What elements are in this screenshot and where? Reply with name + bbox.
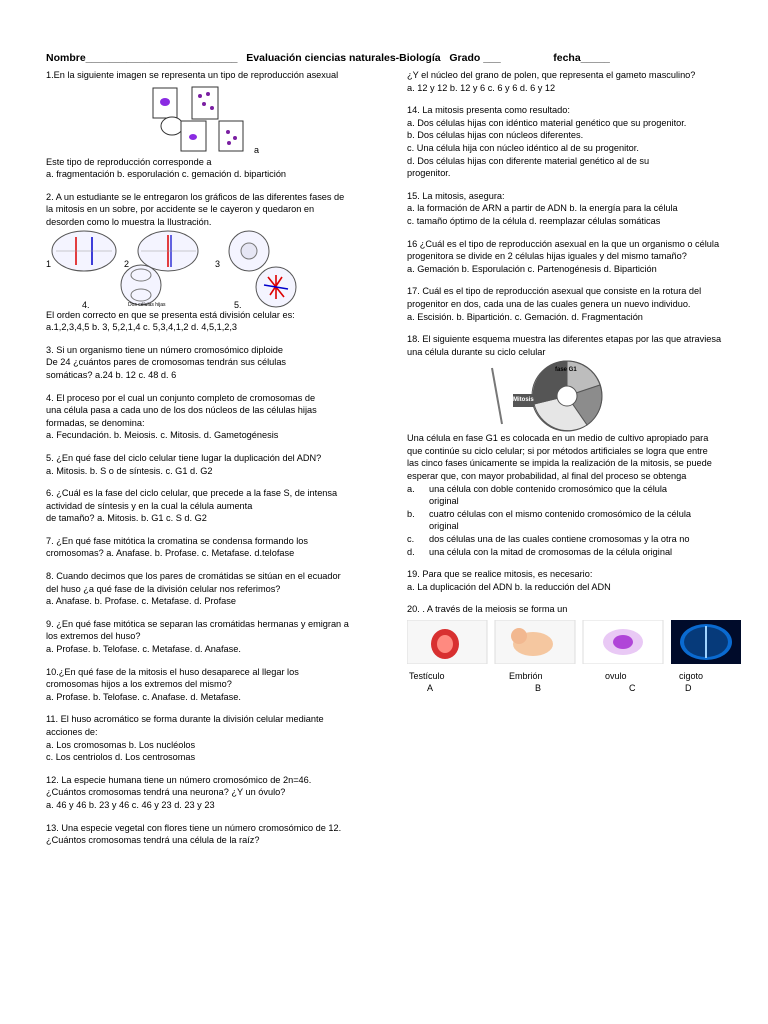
question-4	[46, 392, 356, 442]
question-15-options-cd: c. tamaño óptimo de la célula d. reemplazar células somáticas	[407, 215, 661, 226]
question-20	[407, 603, 737, 692]
question-10	[46, 666, 356, 704]
option-name-cigoto: cigoto	[679, 671, 704, 681]
option-name-embrion: Embrión	[509, 671, 543, 681]
question-14-option-d: d. Dos células hijas con diferente material genético al de su progenitor.	[407, 155, 650, 179]
question-3-options: somáticas? a.24 b. 12 c. 48 d. 6	[46, 369, 177, 380]
question-1	[46, 69, 356, 181]
question-16-text: 16 ¿Cuál es el tipo de reproducción asexual en la que un organismo o célula progenitora se divide en 2 células hijas iguales y del mismo tamaño?	[407, 238, 720, 262]
question-12-options: a. 46 y 46 b. 23 y 46 c. 46 y 23 d. 23 y 23	[46, 799, 215, 810]
question-9-options: a. Profase. b. Telofase. c. Metafase. d. Anafase.	[46, 644, 241, 655]
question-5	[46, 452, 356, 477]
question-15-text: 15. La mitosis, asegura:	[407, 190, 505, 201]
question-2-options: a.1,2,3,4,5 b. 3, 5,2,1,4 c. 5,3,4,1,2 d. 4,5,1,2,3	[46, 322, 238, 333]
mitosis-cells-illustration	[46, 229, 306, 309]
question-19	[407, 568, 737, 593]
question-9	[46, 618, 356, 656]
meiosis-images	[407, 620, 742, 664]
question-14-option-a: a. Dos células hijas con idéntico material genético que su progenitor.	[407, 117, 687, 128]
question-7-text: 7. ¿En qué fase mitótica la cromatina se condensa formando los	[46, 535, 308, 546]
question-6-text: 6. ¿Cuál es la fase del ciclo celular, que precede a la fase S, de intensa actividad de síntesis y en la cual la célula aumenta	[46, 488, 338, 511]
option-name-ovulo: ovulo	[605, 671, 627, 681]
figure-label-a: a	[254, 144, 260, 155]
question-14	[407, 104, 737, 180]
question-2-stem: El orden correcto en que se presenta está división celular es:	[46, 309, 295, 320]
budding-figure	[46, 82, 356, 156]
question-18-text: 18. El siguiente esquema muestra las diferentes etapas por las que atraviesa una célula durante su ciclo celular	[407, 334, 722, 357]
question-3-line2: De 24 ¿cuántos pares de cromosomas tendrán sus células	[46, 357, 287, 368]
question-2	[46, 191, 356, 334]
grado-field: Grado ___	[449, 52, 501, 64]
question-7	[46, 535, 356, 560]
option-name-testiculo: Testículo	[409, 671, 445, 681]
question-19-options: a. La duplicación del ADN b. la reducción del ADN	[407, 581, 611, 592]
question-19-text: 19. Para que se realice mitosis, es necesario:	[407, 569, 593, 580]
option-letter: c.	[407, 534, 415, 545]
option-letter-b: B	[535, 683, 542, 693]
question-8-text: 8. Cuando decimos que los pares de cromátidas se sitúan en el ecuador del huso ¿a qué fase de la división celular nos referimos?	[46, 571, 341, 594]
wheel-label-g1: fase G1	[555, 367, 577, 374]
question-18-option-d	[407, 546, 737, 559]
question-17-options: a. Escisión. b. Bipartición. c. Gemación. d. Fragmentación	[407, 311, 643, 322]
question-14-option-c: c. Una célula hija con núcleo idéntico al de su progenitor.	[407, 142, 639, 153]
option-letter: a.	[407, 483, 415, 494]
question-13b-text: ¿Y el núcleo del grano de polen, que representa el gameto masculino?	[407, 70, 696, 80]
question-2-text: 2. A un estudiante se le entregaron los gráficos de las diferentes fases de la mitosis en un sobre, por accidente se le cayeron y quedaron en desorden como lo muestra la Ilustración.	[46, 191, 345, 227]
question-20-text: 20. . A través de la meiosis se forma un	[407, 604, 568, 615]
fecha-field: fecha_____	[553, 52, 610, 64]
question-5-options: a. Mitosis. b. S o de síntesis. c. G1 d. G2	[46, 465, 213, 476]
question-18-option-a	[407, 483, 737, 508]
option-letter-a: A	[427, 683, 434, 693]
phase-label-3: 3	[215, 258, 221, 269]
option-text: cuatro células con el mismo contenido cromosómico de la célula original	[429, 508, 691, 532]
question-4-text: 4. El proceso por el cual un conjunto completo de cromosomas de una célula pasa a cada uno de los dos núcleos de las células hijas formadas, se denomina:	[46, 392, 317, 428]
question-8	[46, 570, 356, 608]
right-column	[407, 69, 737, 702]
question-13-continued	[407, 69, 737, 94]
question-7-options: cromosomas? a. Anafase. b. Profase. c. Metafase. d.telofase	[46, 548, 295, 559]
question-13	[46, 822, 356, 847]
question-18-option-b	[407, 508, 737, 533]
left-column	[46, 69, 356, 857]
question-11-text: 11. El huso acromático se forma durante la división celular mediante acciones de:	[46, 714, 324, 737]
option-letter-c: C	[629, 683, 636, 693]
question-14-text: 14. La mitosis presenta como resultado:	[407, 105, 570, 116]
question-15	[407, 190, 737, 228]
option-text: una célula con doble contenido cromosómico que la célula original	[429, 483, 668, 507]
option-letter-d: D	[685, 683, 692, 693]
question-18-stem: Una célula en fase G1 es colocada en un medio de cultivo apropiado para que continúe su ciclo celular; si por métodos artificiales se logra que entre las cinco fases únicamente se impida la realización de la mitosis, se puede esperar que, con mayor probabilidad, al final del proceso se obtenga	[407, 433, 712, 482]
question-5-text: 5. ¿En qué fase del ciclo celular tiene lugar la duplicación del ADN?	[46, 452, 322, 463]
phase-label-2: 2	[124, 258, 130, 269]
question-3	[46, 344, 356, 382]
question-14-option-b: b. Dos células hijas con núcleos diferentes.	[407, 130, 584, 141]
question-11-options-cd: c. Los centriolos d. Los centrosomas	[46, 752, 196, 763]
question-1-text: 1.En la siguiente imagen se representa un tipo de reproducción asexual	[46, 70, 339, 80]
wheel-label-mitosis: Mitosis	[513, 394, 534, 407]
question-16-options: a. Gemación b. Esporulación c. Partenogénesis d. Bipartición	[407, 263, 657, 274]
meiosis-options-figure	[407, 620, 737, 692]
question-8-options: a. Anafase. b. Profase. c. Metafase. d. Profase	[46, 596, 236, 607]
question-11	[46, 713, 356, 763]
question-10-options: a. Profase. b. Telofase. c. Anafase. d. Metafase.	[46, 691, 241, 702]
question-18-option-c	[407, 533, 737, 546]
question-17	[407, 285, 737, 323]
question-1-options: a. fragmentación b. esporulación c. gemación d. bipartición	[46, 169, 287, 180]
question-15-options-ab: a. la formación de ARN a partir de ADN b. la energía para la célula	[407, 203, 678, 214]
phase-label-1: 1	[46, 258, 52, 269]
option-text: una célula con la mitad de cromosomas de la célula original	[429, 546, 673, 557]
question-3-text: 3. Si un organismo tiene un número cromosómico diploide	[46, 344, 283, 355]
question-12	[46, 774, 356, 812]
question-6-options: de tamaño? a. Mitosis. b. G1 c. S d. G2	[46, 513, 207, 524]
question-4-options: a. Fecundación. b. Meiosis. c. Mitosis. d. Gametogénesis	[46, 430, 279, 441]
nombre-field: Nombre__________________________	[46, 52, 238, 64]
question-13b-options: a. 12 y 12 b. 12 y 6 c. 6 y 6 d. 6 y 12	[407, 82, 556, 93]
option-letter: b.	[407, 508, 415, 519]
question-9-text: 9. ¿En qué fase mitótica se separan las cromátidas hermanas y emigran a los extremos del huso?	[46, 618, 349, 642]
question-12-text: 12. La especie humana tiene un número cromosómico de 2n=46. ¿Cuántos cromosomas tendrá una neurona? ¿Y un óvulo?	[46, 774, 312, 798]
question-6	[46, 487, 356, 525]
page-header	[46, 52, 746, 64]
cell-cycle-figure	[407, 358, 737, 432]
phase-caption: Dos células hijas	[128, 301, 166, 308]
phase-label-4: 4.	[82, 299, 90, 310]
phase-label-5: 5.	[234, 299, 242, 310]
question-18	[407, 333, 737, 558]
question-16	[407, 238, 737, 276]
question-13-text: 13. Una especie vegetal con flores tiene un número cromosómico de 12. ¿Cuántos cromosomas tendrá una célula de la raíz?	[46, 822, 342, 846]
budding-cells-illustration	[46, 82, 276, 156]
question-11-options-ab: a. Los cromosomas b. Los nucléolos	[46, 739, 196, 750]
mitosis-phases-figure	[46, 229, 356, 309]
question-10-text: 10.¿En qué fase de la mitosis el huso desaparece al llegar los cromosomas hijos a los extremos del mismo?	[46, 666, 299, 690]
question-1-stem: Este tipo de reproducción corresponde a	[46, 156, 212, 167]
option-letter: d.	[407, 546, 415, 557]
option-text: dos células una de las cuales contiene cromosomas y la otra no	[429, 534, 690, 545]
question-17-text: 17. Cuál es el tipo de reproducción asexual que consiste en la rotura del progenitor en dos, cada una de las cuales genera un nuevo individuo.	[407, 286, 702, 309]
exam-title: Evaluación ciencias naturales-Biología	[246, 52, 441, 64]
